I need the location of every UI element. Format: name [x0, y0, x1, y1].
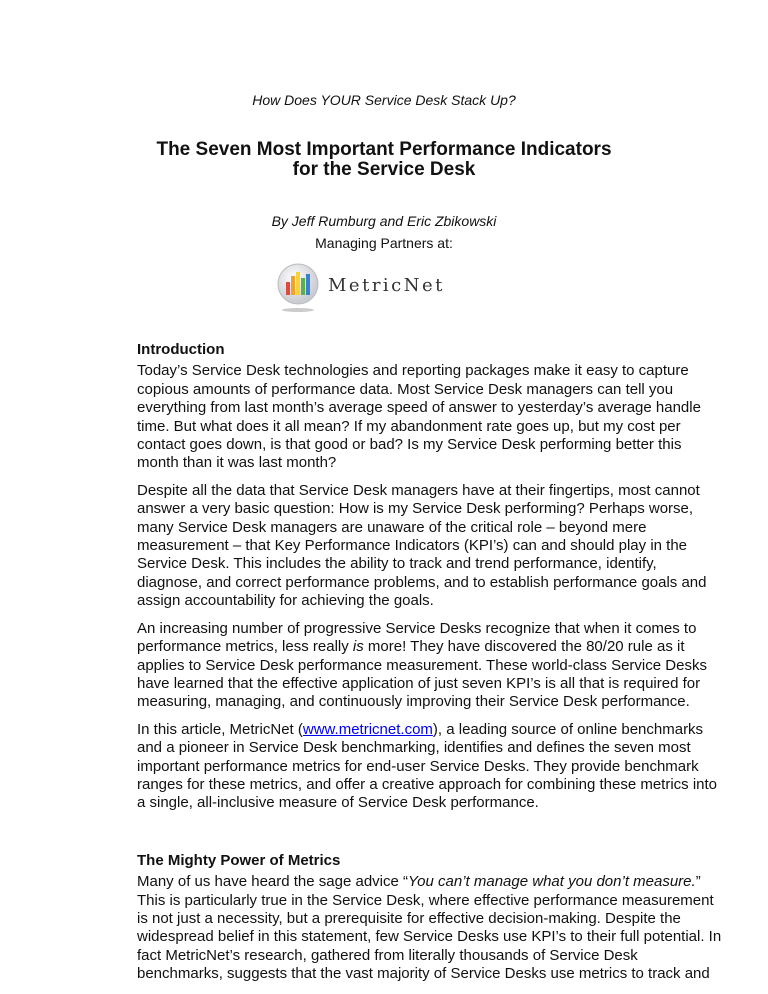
text-line — [137, 619, 697, 638]
text-line — [137, 573, 707, 592]
text-segment: is not just a necessity, but a prerequisite for effective decision-making. Despite the — [137, 909, 681, 927]
text-segment: more! They have discovered the 80/20 rule as it — [363, 638, 685, 656]
text-segment: This is particularly true in the Service Desk, where effective performance measurement — [137, 891, 714, 909]
text-line — [137, 794, 657, 812]
paragraph — [137, 873, 722, 983]
metricnet-logo — [276, 262, 466, 314]
article-title — [0, 140, 768, 180]
text-line — [137, 417, 681, 436]
text-segment: An increasing number of progressive Service Desks recognize that when it comes to — [137, 619, 697, 637]
paragraph — [137, 362, 701, 472]
article-kicker: How Does YOUR Service Desk Stack Up? — [252, 92, 516, 108]
text-line — [137, 674, 701, 693]
text-segment: assign accountability for achieving the goals. — [137, 592, 434, 610]
text-line — [137, 362, 689, 380]
text-segment: have learned that the effective application of just seven KPI’s is all that is required for — [137, 674, 701, 692]
text-line — [137, 775, 718, 794]
text-line — [137, 519, 657, 537]
text-segment: benchmarks, suggests that the vast majority of Service Desks use metrics to track and — [137, 965, 710, 983]
text-segment: Many of us have heard the sage advice “ — [137, 873, 408, 891]
text-line — [137, 720, 704, 739]
article-body — [137, 341, 722, 993]
text-segment: applies to Service Desk performance measurement. These world-class Service Desks — [137, 656, 707, 674]
section-heading: The Mighty Power of Metrics — [137, 851, 341, 869]
text-line — [137, 592, 657, 610]
section-heading: Introduction — [137, 341, 225, 358]
text-segment: Service Desk. This includes the ability to track and trend performance, identify, — [137, 555, 657, 573]
text-segment: a single, all-inclusive measure of Service Desk performance. — [137, 794, 539, 812]
text-segment: important performance metrics for end-user Service Desks. They provide benchmark — [137, 757, 699, 775]
text-segment: Today’s Service Desk technologies and reporting packages make it easy to capture — [137, 362, 689, 380]
text-line — [137, 757, 699, 776]
text-segment: measuring, managing, and continuously improving their Service Desk performance. — [137, 693, 690, 711]
text-line — [137, 454, 657, 472]
title-line-2: for the Service Desk — [292, 159, 476, 180]
text-segment: In this article, MetricNet ( — [137, 720, 303, 738]
section-spacer — [137, 822, 657, 852]
text-line — [137, 500, 694, 518]
text-segment: copious amounts of performance data. Most Service Desk managers can tell you — [137, 380, 674, 398]
text-line — [137, 947, 657, 965]
paragraph — [137, 481, 707, 611]
text-line — [137, 399, 701, 417]
partners-label: Managing Partners at: — [315, 235, 453, 251]
byline: By Jeff Rumburg and Eric Zbikowski — [271, 213, 497, 229]
text-line — [137, 380, 674, 399]
text-line — [137, 693, 690, 711]
metricnet-link[interactable]: www.metricnet.com — [302, 720, 433, 738]
text-segment: ” — [695, 873, 701, 891]
text-line — [137, 873, 701, 891]
text-line — [137, 891, 714, 910]
text-segment: many Service Desk managers are unaware of the critical role – beyond mere — [137, 518, 647, 536]
text-segment: answer a very basic question: How is my Service Desk performing? Perhaps worse, — [137, 500, 694, 518]
text-segment: month than it was last month? — [137, 454, 337, 472]
text-segment: widespread belief in this statement, few Service Desks use KPI’s to their full potential. In — [137, 928, 722, 946]
text-segment: performance metrics, less really — [137, 638, 353, 656]
text-line — [137, 555, 657, 573]
text-segment: measurement – that Key Performance Indicators (KPI’s) can and should play in the — [137, 537, 688, 555]
paragraph — [137, 720, 718, 813]
text-segment: Despite all the data that Service Desk managers have at their fingertips, most cannot — [137, 481, 700, 499]
text-segment: everything from last month’s average speed of answer to yesterday’s average handle — [137, 399, 701, 417]
paragraph — [137, 619, 707, 712]
text-segment: diagnose, and correct performance problems, and to establish performance goals and — [137, 573, 707, 591]
italic-text: is — [352, 638, 364, 656]
text-segment: ), a leading source of online benchmarks — [432, 720, 704, 738]
logo-text: MetricNet — [328, 275, 445, 296]
text-line — [137, 481, 700, 500]
logo-bars-icon — [276, 262, 322, 314]
text-line — [137, 537, 688, 555]
text-segment: and a pioneer in Service Desk benchmarking, identifies and defines the seven most — [137, 739, 691, 757]
text-line — [137, 436, 682, 454]
text-segment: time. But what does it all mean? If my abandonment rate goes up, but my cost per — [137, 417, 681, 435]
italic-text: You can’t manage what you don’t measure. — [408, 873, 696, 891]
text-segment: fact MetricNet’s research, gathered from literally thousands of Service Desk — [137, 946, 638, 964]
text-line — [137, 965, 710, 983]
text-segment: contact goes down, is that good or bad? Is my Service Desk performing better this — [137, 436, 682, 454]
text-line — [137, 656, 707, 675]
text-line — [137, 739, 691, 757]
text-line — [137, 909, 681, 928]
title-line-1: The Seven Most Important Performance Indicators — [156, 139, 612, 160]
text-line — [137, 928, 722, 946]
text-line — [137, 638, 685, 656]
text-segment: ranges for these metrics, and offer a creative approach for combining these metrics into — [137, 775, 718, 793]
